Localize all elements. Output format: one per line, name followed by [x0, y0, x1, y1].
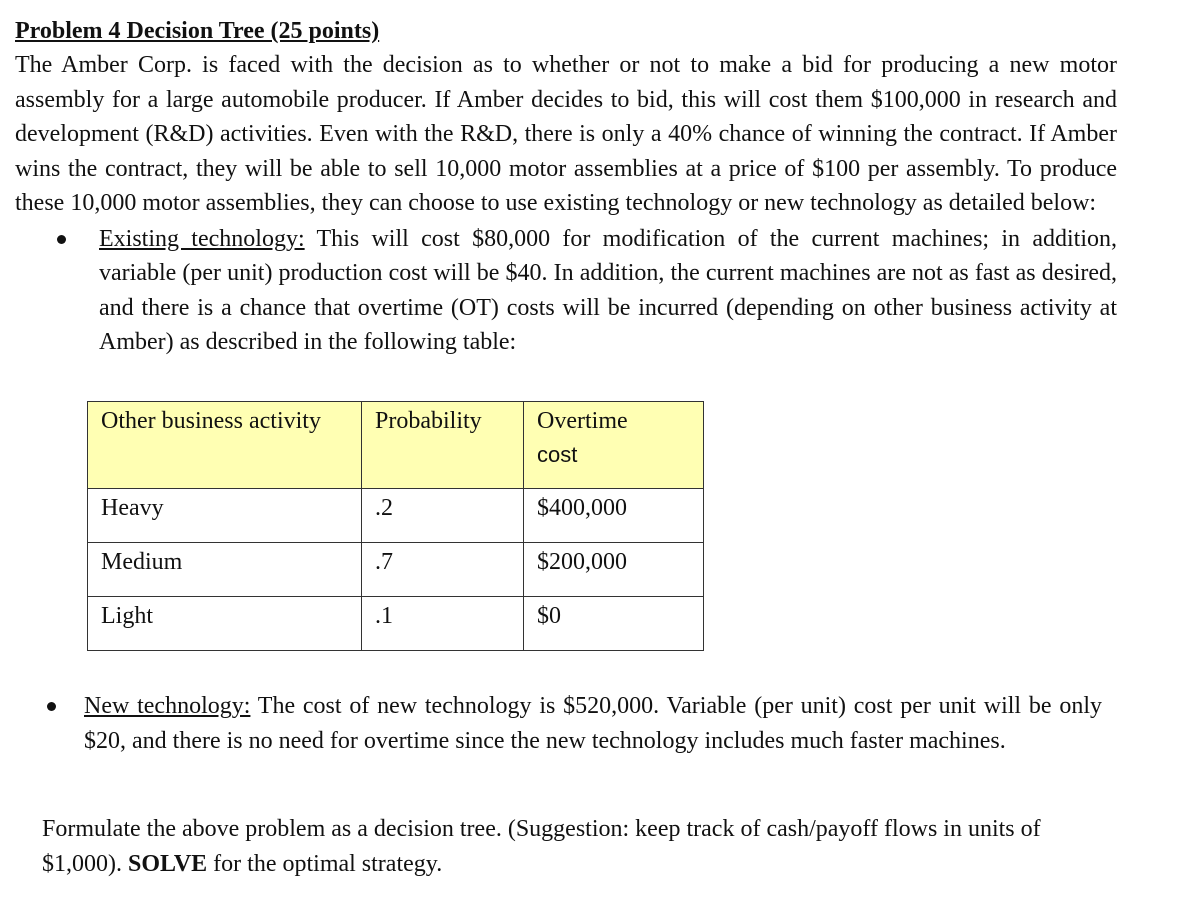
problem-title: Problem 4 Decision Tree (25 points) — [15, 18, 380, 44]
bullet-new-technology — [84, 689, 1102, 758]
header-overtime-label: Overtime — [537, 408, 628, 434]
header-cost-label: cost — [537, 442, 578, 467]
table-row — [88, 543, 704, 597]
header-overtime-cost — [524, 402, 704, 489]
new-technology-text — [84, 689, 1102, 758]
final-instruction-text: Formulate the above problem as a decision tree. (Suggestion: keep track of cash/payoff flows in units of $1,000). — [42, 816, 1041, 877]
probability-cell: .1 — [362, 597, 524, 651]
final-instruction-end: for the optimal strategy. — [207, 850, 443, 877]
existing-technology-description: This will cost $80,000 for modification of the current machines; in addition, variable (per unit) production cost will be $40. In addition, the current machines are not as fast as desired, and there is a chance that overtime (OT) costs will be incurred (depending on other business activity at Amber) as described in the following table: — [99, 225, 1118, 355]
new-technology-label: New technology: — [84, 693, 251, 719]
existing-technology-label: Existing technology: — [99, 225, 305, 252]
solve-keyword: SOLVE — [128, 850, 208, 877]
cost-cell: $200,000 — [524, 543, 704, 597]
final-instruction — [42, 812, 1102, 881]
activity-cell: Medium — [88, 543, 362, 597]
header-probability: Probability — [362, 402, 524, 489]
new-technology-description: The cost of new technology is $520,000. Variable (per unit) cost per unit will be only $20, and there is no need for overtime since the new technology includes much faster machines. — [84, 693, 1103, 754]
table-header-row — [88, 402, 704, 489]
bullet-dot-icon — [47, 702, 56, 711]
table-row — [88, 597, 704, 651]
probability-cell: .2 — [362, 489, 524, 543]
overtime-cost-table — [87, 401, 704, 651]
activity-cell: Light — [88, 597, 362, 651]
cost-cell: $0 — [524, 597, 704, 651]
table-row — [88, 489, 704, 543]
bullet-dot-icon — [57, 235, 66, 244]
activity-cell: Heavy — [88, 489, 362, 543]
document-page — [15, 14, 1117, 360]
existing-technology-text — [99, 222, 1117, 360]
cost-cell: $400,000 — [524, 489, 704, 543]
intro-paragraph: The Amber Corp. is faced with the decision as to whether or not to make a bid for producing a new motor assembly for a large automobile producer. If Amber decides to bid, this will cost them $100,000 in research and development (R&D) activities. Even with the R&D, there is only a 40% chance of winning the contract. If Amber wins the contract, they will be able to sell 10,000 motor assemblies at a price of $100 per assembly. To produce these 10,000 motor assemblies, they can choose to use existing technology or new technology as detailed below: — [15, 52, 1117, 216]
header-other-business-activity: Other business activity — [88, 402, 362, 489]
probability-cell: .7 — [362, 543, 524, 597]
bullet-existing-technology — [99, 222, 1117, 360]
